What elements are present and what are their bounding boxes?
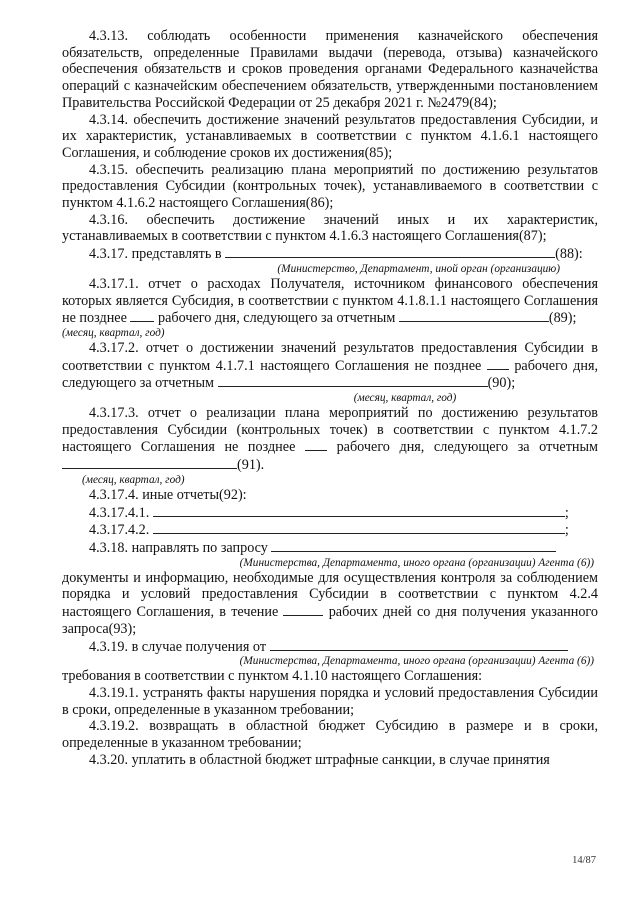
clause-4-3-17-1-text: 4.3.17.1. отчет о расходах Получателя, источником финансового обеспечения которых является Субсидия, в соответствии с пунктом 4.1.8.1.1 настоящего Соглашения не позднее (62, 275, 598, 327)
days-blank (130, 309, 154, 322)
clause-4-3-17-3-ref: (91). (237, 457, 265, 474)
days-blank (283, 603, 323, 616)
clause-4-3-18-text: 4.3.18. направлять по запросу (89, 539, 268, 556)
request-authority-blank (271, 539, 556, 552)
clause-4-3-17-1-mid: рабочего дня, следующего за отчетным (157, 310, 396, 327)
clause-4-3-19-text: 4.3.19. в случае получения от (89, 638, 267, 655)
clause-4-3-17-2 (62, 340, 598, 392)
other-report-blank (153, 504, 565, 517)
clause-4-3-18-body-a: документы и информацию, необходимые для осуществления контроля за соблюдением порядка и условий предоставления Субсидии в соответствии с пунктом 4.2.4 настоящего Соглашения, в течение (62, 569, 598, 621)
clause-4-3-17-4: 4.3.17.4. иные отчеты(92): (89, 486, 247, 503)
days-blank (487, 357, 509, 370)
clause-4-3-17-3-mid: рабочего дня, следующего за отчетным (336, 439, 599, 456)
caption-period: (месяц, квартал, год) (82, 473, 185, 486)
clause-4-3-17-3 (62, 405, 598, 474)
clause-4-3-19-2: 4.3.19.2. возвращать в областной бюджет Субсидию в размере и в сроки, определенные в указанном требовании; (62, 718, 598, 752)
clause-4-3-19-body: требования в соответствии с пунктом 4.1.10 настоящего Соглашения: (62, 668, 483, 685)
page-number: 14/87 (572, 855, 596, 866)
period-blank (62, 456, 237, 469)
clause-4-3-17-1-ref: (89); (548, 310, 577, 327)
recipient-blank (225, 245, 555, 258)
clause-4-3-17-2-mid: рабочего дня, следующего за отчетным (62, 357, 599, 392)
clause-4-3-17-4-2 (62, 521, 598, 539)
clause-4-3-17-text: 4.3.17. представлять в (89, 246, 222, 263)
semicolon: ; (564, 522, 569, 539)
caption-period: (месяц, квартал, год) (353, 392, 457, 405)
document-body (62, 28, 598, 768)
clause-4-3-17-1 (62, 276, 598, 327)
caption-recipient: (Министерство, Департамент, иной орган (организацию) (277, 262, 560, 275)
clause-4-3-18-body (62, 570, 598, 638)
other-report-blank (153, 521, 565, 534)
clause-4-3-19-1: 4.3.19.1. устранять факты нарушения порядка и условий предоставления Субсидии в сроки, определенные в указанном требовании; (62, 684, 598, 718)
clause-4-3-19 (62, 638, 598, 656)
clause-4-3-18-body-b: рабочих дней со дня получения указанного запроса(93); (62, 604, 598, 637)
clause-4-3-17-2-text: 4.3.17.2. отчет о достижении значений результатов предоставления Субсидии в соответствии с пунктом 4.1.7.1 настоящего Соглашения не позднее (62, 339, 598, 374)
clause-4-3-17-ref: (88): (555, 246, 583, 263)
clause-4-3-17-4-2-label: 4.3.17.4.2. (89, 522, 150, 539)
clause-4-3-17-4-1 (62, 504, 598, 522)
clause-4-3-15: 4.3.15. обеспечить реализацию плана мероприятий по достижению результатов предоставления Субсидии (контрольных точек), устанавливаемого в соответствии с пунктом 4.1.6.2 настоящего Соглашения(86); (62, 161, 598, 212)
period-blank (218, 374, 488, 387)
clause-4-3-18 (62, 539, 598, 557)
semicolon: ; (564, 504, 569, 521)
caption-authority: (Министерства, Департамента, иного органа (организации) Агента (6)) (239, 556, 594, 569)
caption-period: (месяц, квартал, год) (62, 326, 165, 339)
clause-4-3-14: 4.3.14. обеспечить достижение значений результатов предоставления Субсидии, и их характеристик, устанавливаемых в соответствии с пунктом 4.1.6.1 настоящего Соглашения, и соблюдение сроков их достижения(85); (62, 111, 598, 161)
clause-4-3-16: 4.3.16. обеспечить достижение значений иных и их характеристик, устанавливаемых в соответствии с пунктом 4.1.6.3 настоящего Соглашения(87); (62, 211, 598, 245)
clause-4-3-20: 4.3.20. уплатить в областной бюджет штрафные санкции, в случае принятия (89, 751, 550, 768)
period-blank (399, 309, 549, 322)
clause-4-3-17-2-ref: (90); (487, 375, 516, 392)
clause-4-3-17-3-text: 4.3.17.3. отчет о реализации плана мероприятий по достижению результатов предоставления Субсидии (контрольных точек) в соответствии с пунктом 4.1.7.2 настоящего Соглашения не позднее (62, 405, 598, 456)
clause-4-3-17 (62, 245, 598, 263)
clause-4-3-13: 4.3.13. соблюдать особенности применения казначейского обеспечения обязательств, определенные Правилами выдачи (перевода, отзыва) казначейского обеспечения обязательств и сроков проведения органами Федерального казначейства операций с казначейским обеспечением обязательств, утвержденными постановлением Правительства Российской Федерации от 25 декабря 2021 г. №2479(84); (62, 28, 598, 111)
days-blank (305, 438, 327, 451)
requirement-authority-blank (270, 638, 568, 651)
caption-authority: (Министерства, Департамента, иного органа (организации) Агента (6)) (239, 655, 594, 668)
clause-4-3-17-4-1-label: 4.3.17.4.1. (89, 504, 150, 521)
